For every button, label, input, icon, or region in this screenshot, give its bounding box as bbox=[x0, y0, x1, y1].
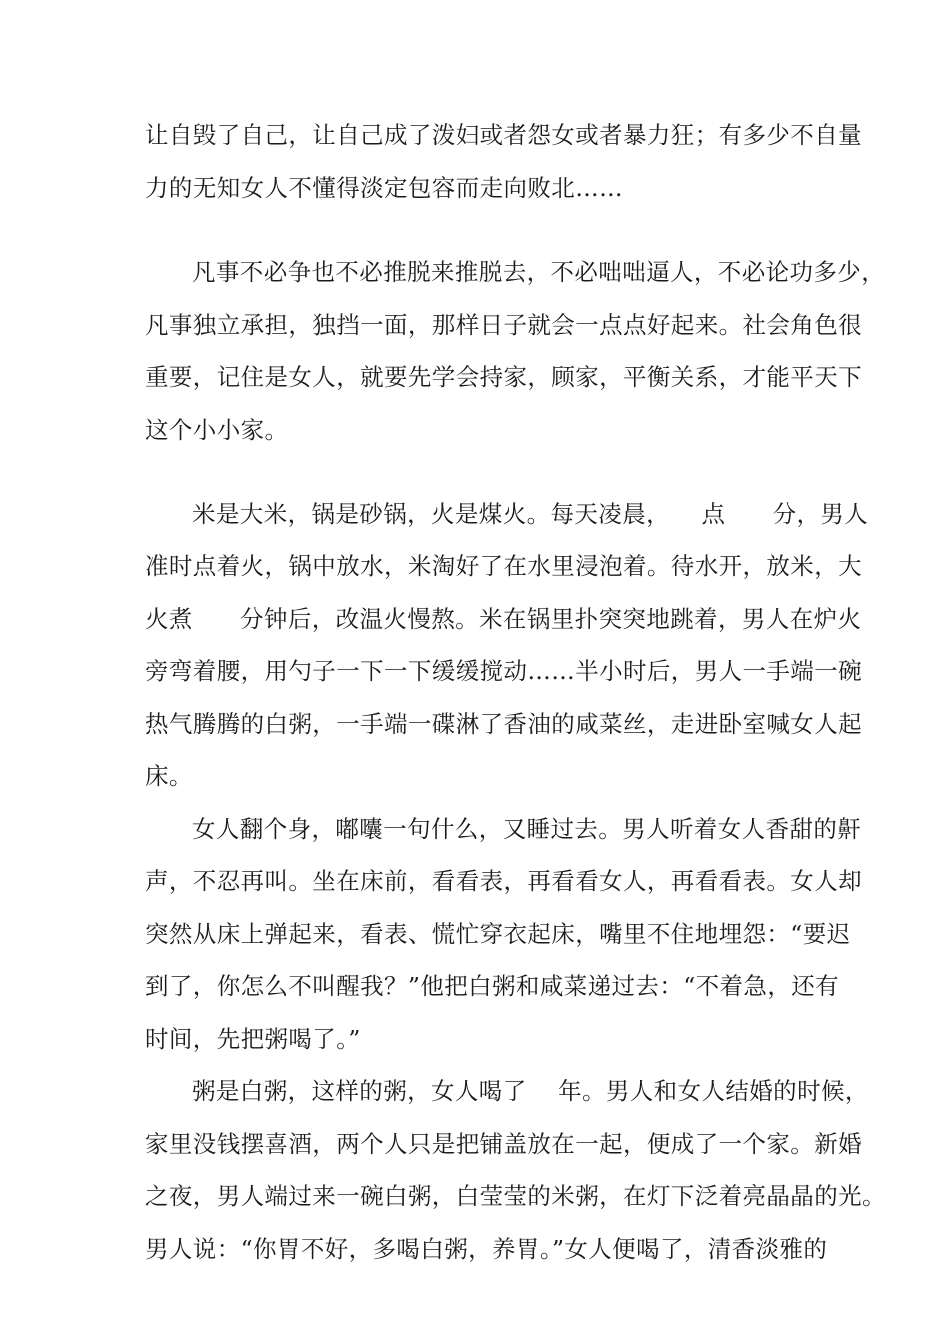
text-line: 女人翻个身，嘟囔一句什么，又睡过去。男人听着女人香甜的鼾 bbox=[192, 815, 862, 843]
text-line: 热气腾腾的白粥，一手端一碟淋了香油的咸菜丝，走进卧室喊女人起 bbox=[145, 710, 862, 738]
text-line: 凡事不必争也不必推脱来推脱去，不必咄咄逼人，不必论功多少， bbox=[192, 258, 886, 286]
text-line: 时间，先把粥喝了。” bbox=[145, 1025, 361, 1053]
text-line: 声，不忍再叫。坐在床前，看看表，再看看女人，再看看表。女人却 bbox=[145, 867, 862, 895]
text-line: 旁弯着腰，用勺子一下一下缓缓搅动……半小时后，男人一手端一碗 bbox=[145, 657, 862, 685]
text-line: 凡事独立承担，独挡一面，那样日子就会一点点好起来。社会角色很 bbox=[145, 311, 862, 339]
text-line: 床。 bbox=[145, 762, 193, 790]
text-line: 家里没钱摆喜酒，两个人只是把铺盖放在一起，便成了一个家。新婚 bbox=[145, 1130, 862, 1158]
text-line: 准时点着火，锅中放水，米淘好了在水里浸泡着。待水开，放米，大 bbox=[145, 552, 862, 580]
text-line: 到了，你怎么不叫醒我？”他把白粥和咸菜递过去：“不着急，还有 bbox=[145, 972, 840, 1000]
text-line: 男人说：“你胃不好，多喝白粥，养胃。”女人便喝了，清香淡雅的 bbox=[145, 1235, 828, 1263]
text-line: 火煮 分钟后，改温火慢熬。米在锅里扑突突地跳着，男人在炉火 bbox=[145, 605, 862, 633]
text-line: 重要，记住是女人，就要先学会持家，顾家，平衡关系，才能平天下 bbox=[145, 363, 862, 391]
text-line: 米是大米，锅是砂锅，火是煤火。每天凌晨， 点 分，男人 bbox=[192, 500, 869, 528]
text-line: 粥是白粥，这样的粥，女人喝了 年。男人和女人结婚的时候， bbox=[192, 1077, 869, 1105]
text-line: 力的无知女人不懂得淡定包容而走向败北…… bbox=[145, 174, 623, 202]
text-line: 突然从床上弹起来，看表、慌忙穿衣起床，嘴里不住地埋怨：“要迟 bbox=[145, 920, 851, 948]
text-line: 让自毁了自己，让自己成了泼妇或者怨女或者暴力狂；有多少不自量 bbox=[145, 121, 862, 149]
text-line: 这个小小家。 bbox=[145, 416, 289, 444]
text-line: 之夜，男人端过来一碗白粥，白莹莹的米粥，在灯下泛着亮晶晶的光。 bbox=[145, 1182, 886, 1210]
